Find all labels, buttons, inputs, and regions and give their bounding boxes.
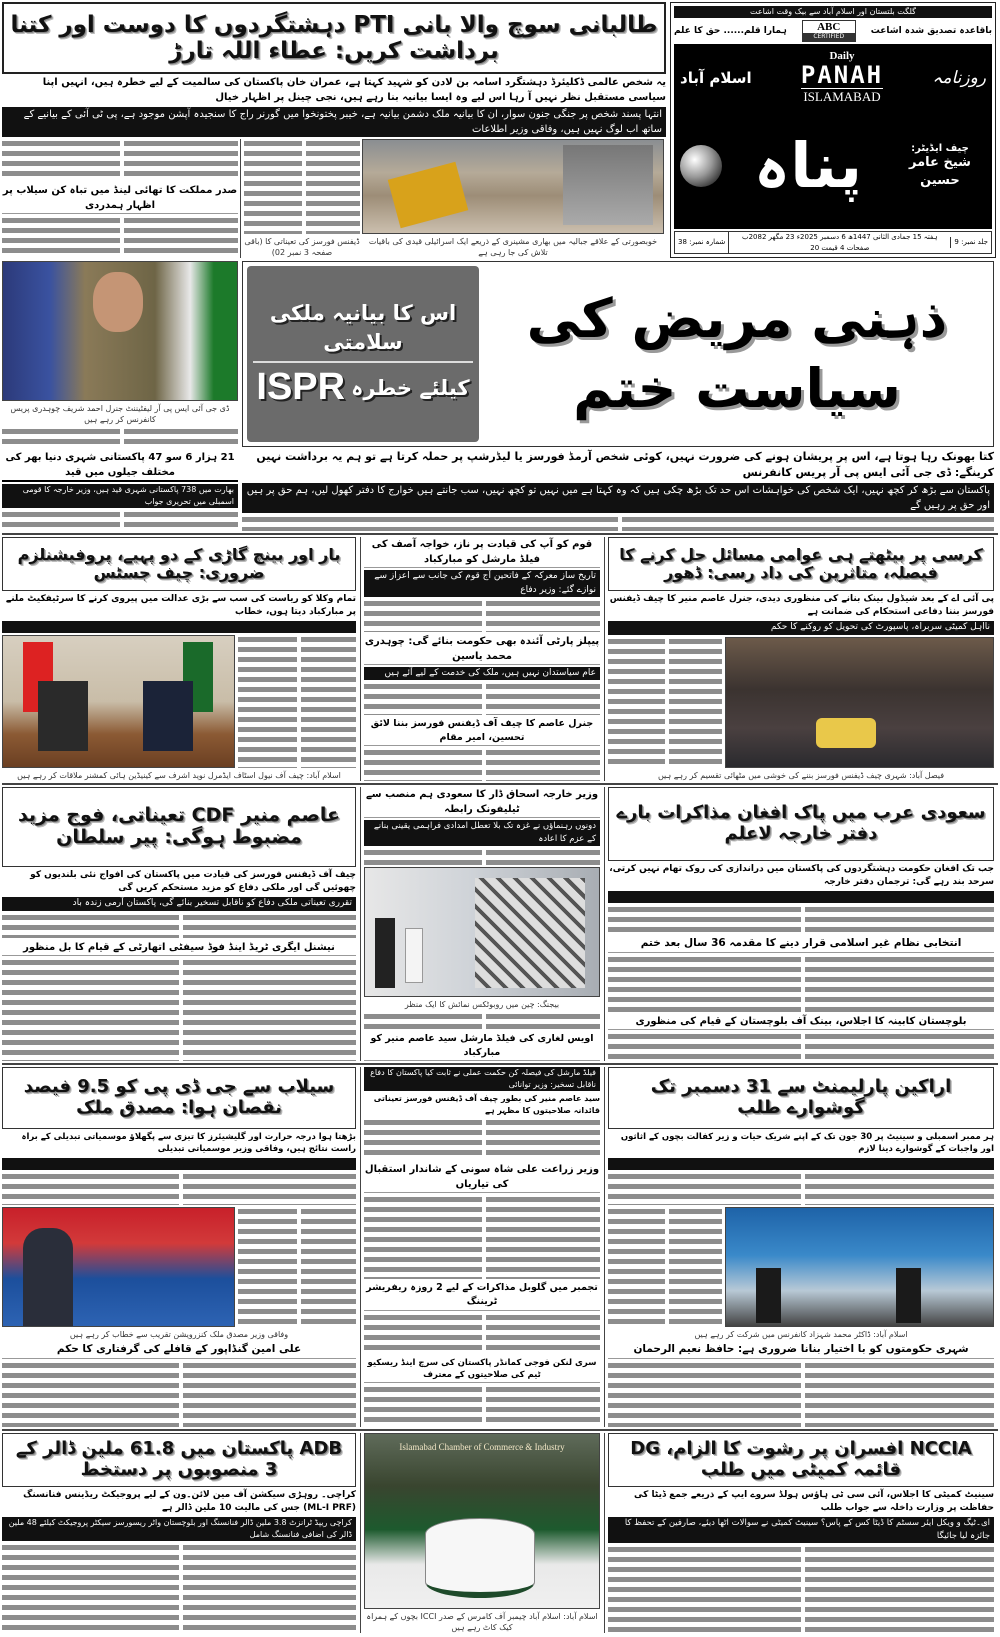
volume-number: جلد نمبر: 9: [950, 237, 991, 248]
crowd-photo: [725, 637, 994, 768]
logo-city: ISLAMABAD: [801, 88, 883, 105]
ppp-headline: پیپلز پارٹی آئندہ بھی حکومت بنائے گی: چوہدری محمد یاسین: [364, 634, 600, 665]
article-body-text: [244, 139, 360, 234]
prisoners-headline: 21 ہزار 6 سو 47 پاکستانی شہری دنیا بھر کی مختلف جیلوں میں قید: [2, 450, 238, 482]
divider: [2, 1429, 998, 1431]
cdf-sub: چیف آف ڈیفنس فورسز کی قیادت میں پاکستان کی افواج نئی بلندیوں کو چھوئیں گی اور ملکی دفاع کو مزید مستحکم کریں گی: [30, 870, 356, 894]
chief-justice-strip: [2, 621, 356, 633]
ppp-strip: عام سیاستدان نہیں ہیں، ملک کی خدمت کے لیے آئے ہیں: [364, 667, 600, 681]
top-subline: یہ شخص عالمی ڈکلیئرڈ دہشتگرد اسامہ بن لادن کو شہید کہتا ہے، عمران خان پاکستان کی سالمیت کے لیے خطرہ ہیں، انہیں اپنا سیاسی مستقبل نظر نہیں آ رہا اس لیے وہ ایسا بیانیہ بنا رہے ہیں، نجی چینل پر اظہار خیال: [42, 77, 666, 103]
demolition-photo: [362, 139, 664, 234]
demolition-photo-caption: خوبصورتی کے علاقے جبالیہ میں بھاری مشینری کے ذریعے ایک اسرائیلی قیدی کی باقیات تلاش کی جا رہی ہے: [368, 236, 658, 257]
dg-ispr-photo: [2, 261, 238, 401]
training-headline: تجمبر میں گلوبل مذاکرات کے لیے 2 روزہ ریفریشر ٹریننگ: [364, 1281, 600, 1311]
crowd-photo-caption: فیصل آباد: شہری چیف ڈیفنس فورسز بننے کی خوشی میں مٹھائی تقسیم کر رہے ہیں: [657, 770, 945, 780]
naval-meeting-row: [2, 635, 356, 768]
robot-figure: [405, 928, 423, 983]
conservation-event-photo: [2, 1207, 235, 1327]
divider: [2, 533, 998, 535]
visitor-figure: [375, 918, 395, 988]
icci-cake-caption: اسلام آباد: اسلام آباد چیمبر آف کامرس کے صدر ICCI بچوں کے ہمراہ کیک کاٹ رہے ہیں: [366, 1611, 598, 1632]
logo-bottom-row: [680, 109, 986, 223]
assets-deadline-headline: اراکین پارلیمنٹ سے 31 دسمبر تک گوشوارے طلب: [608, 1067, 994, 1129]
afghan-talks-strip: [608, 891, 994, 903]
row2-section: [2, 537, 998, 781]
chief-editor-label: چیف ایڈیٹر:: [911, 142, 969, 154]
balochistan-cabinet-headline: بلوچستان کابینہ کا اجلاس، بینک آف بلوچستان کے قیام کی منظوری: [608, 1014, 994, 1030]
article-body-text: [364, 599, 600, 632]
naval-meeting-caption: اسلام آباد: چیف آف نیول اسٹاف ایڈمرل نوید اشرف سے کینیڈین ہائی کمشنر ملاقات کر رہے ہیں: [17, 770, 341, 780]
icci-banner: Islamabad Chamber of Commerce & Industry: [399, 1442, 565, 1452]
left-top-column: [2, 139, 238, 258]
agri-minister-headline: وزیر زراعت علی شاہ سونی کے شاندار استقبال کی تیاریاں: [364, 1162, 600, 1193]
prisoners-strip: بھارت میں 738 پاکستانی شہری قید ہیں، وزیر خارجہ کا قومی اسمبلی میں تحریری جواب: [2, 484, 238, 508]
person-figure: [896, 1268, 921, 1323]
floods-gdp-strip: [2, 1158, 356, 1170]
crowd-photo-row: [608, 637, 994, 768]
nccia-sub: سینیٹ کمیٹی کا اجلاس، آئی سی ٹی ہاؤس ہولڈ سروے ایپ کے ذریعے جمع ڈیٹا کی حفاظت پر وزارت داخلہ سے جواب طلب: [634, 1490, 994, 1514]
top-left-block: [2, 2, 666, 258]
row3-section: [2, 787, 998, 1061]
divider: [2, 783, 998, 785]
robot-wall-shape: [475, 878, 585, 988]
article-body-text: [608, 1545, 994, 1633]
abc-certified-label: CERTIFIED: [803, 33, 855, 41]
article-body-text: [364, 682, 600, 715]
row2-right-column: [604, 537, 994, 781]
divider: [2, 1063, 998, 1065]
cake-shape: [425, 1518, 535, 1598]
assets-deadline-strip: [608, 1158, 994, 1170]
left-top-headline: صدر مملکت کا تھائی لینڈ میں تباہ کن سیلاب پر اظہار ہمدردی: [2, 183, 238, 214]
amir-muqam-headline: جنرل عاصم کا چیف آف ڈیفنس فورسز بننا لائق تحسین، امیر مقام: [364, 717, 600, 747]
row2-mid-column: [360, 537, 600, 781]
article-body-text: [2, 913, 356, 939]
excavator-shape: [388, 162, 469, 228]
logo-roznama: روزنامہ: [932, 68, 986, 89]
robot-exhibit-photo: [364, 867, 600, 997]
public-issues-headline: کرسی پر بیٹھتے ہی عوامی مسائل حل کرنے کا فیصلہ، متاثرین کی داد رسی: ڈھور: [608, 537, 994, 591]
ispr-tag: ISPR: [256, 366, 346, 409]
conference-photo: [725, 1207, 994, 1327]
row4-mid-column: [360, 1067, 600, 1427]
assets-deadline-sub: ہر ممبر اسمبلی و سینیٹ پر 30 جون تک کے اپنے شریک حیات و زیر کفالت بچوں کے اثاثوں اور واجبات کے گوشوارے دینا لازم: [620, 1132, 994, 1155]
row3-right-column: [604, 787, 994, 1061]
logo-top-row: [680, 50, 986, 105]
leghari-headline: اویس لغاری کی فیلڈ مارشل سید عاصم منیر کو مبارکباد: [364, 1032, 600, 1062]
article-body-text: [608, 905, 994, 934]
conference-row: [608, 1207, 994, 1327]
masthead-motto: ہمارا قلم...... حق کا علم: [674, 26, 787, 36]
election-case-headline: انتخابی نظام غیر اسلامی قرار دینے کا مقدمہ 36 سال بعد ختم: [608, 936, 994, 953]
abc-label: ABC: [817, 21, 841, 33]
robot-exhibit-caption: بیجنگ: چین میں روبوٹکس نمائش کا ایک منظر: [404, 999, 560, 1009]
cdf-strip: تقرری تعیناتی ملکی دفاع کو ناقابل تسخیر بنائے گی، پاکستان آرمی زندہ باد: [2, 897, 356, 911]
naval-meeting-photo: [2, 635, 235, 768]
floods-gdp-sub: بڑھتا ہوا درجہ حرارت اور گلیشیئرز کا تیزی سے پگھلاؤ موسمیاتی تبدیلی کے براہ راست نتائج ہیں، وفاقی وزیر موسمیاتی تبدیلی: [21, 1132, 356, 1155]
top-strip: انتہا پسند شخص پر جنگی جنون سوار، ان کا بیانیہ ملک دشمن بیانیہ ہے، خیبر پختونخوا میں گورنر راج کا سنجیدہ آپشن موجود ہے، پی ٹی آئی کے بیانیے کے ساتھ اب لوگ نہیں ہیں، وفاقی وزیر اطلاعات: [2, 107, 666, 137]
nccia-headline: NCCIA افسران پر رشوت کا الزام، DG قائمہ کمیٹی میں طلب: [608, 1433, 994, 1487]
adb-strip: کراچی ریپڈ ٹرانزٹ 3.8 ملین ڈالر فنانسنگ اور بلوچستان واٹر ریسورسز سیکٹر پروجیکٹ کیلئے 48 ملین ڈالر کی اضافی فنانسنگ شامل: [2, 1517, 356, 1541]
cdf-headline: عاصم منیر CDF تعیناتی، فوج مزید مضبوط ہوگی: پیر سلطان: [2, 787, 356, 867]
main-section: [2, 261, 998, 531]
hafiz-naeem-headline: شہری حکومتوں کو با اختیار بنانا ضروری ہے: حافظ نعیم الرحمان: [608, 1342, 994, 1359]
person-figure: [38, 681, 88, 751]
article-body-text: [364, 848, 600, 865]
public-issues-strip: نااہل کمیٹی سربراہ، پاسپورٹ کی تحویل کو روکنے کا حکم: [608, 621, 994, 635]
main-subline: کتا بھونک رہا ہوتا ہے، اس پر پریشان ہونے کی ضرورت نہیں، کوئی شخص آرمڈ فورسز یا لیڈرشپ پر حملہ کرتا ہے تو ہم یہ برداشت نہیں کرینگے: ڈی جی آئی ایس پی آر پریس کانفرنس: [256, 450, 994, 479]
issue-number: شمارہ نمبر: 38: [678, 238, 726, 247]
abc-certified-badge: [802, 20, 856, 42]
khawaja-asif-strip: تاریخ ساز معرکہ کے فاتحین آج قوم کی جانب سے اعزاز سے نوازے گئے: وزیر دفاع: [364, 570, 600, 597]
srilanka-headline: سری لنکن فوجی کمانڈر پاکستان کی سرچ اینڈ ریسکیو ٹیم کی صلاحیتوں کے معترف: [364, 1357, 600, 1384]
chief-editor-name: شیخ عامر حسین: [909, 154, 971, 188]
row3-left-column: [2, 787, 356, 1061]
afghan-talks-headline: سعودی عرب میں پاک افغان مذاکرات بارے دفتر خارجہ لاعلم: [608, 787, 994, 861]
masthead-info-row: [674, 20, 992, 42]
masthead-ticker: گلگت بلتستان اور اسلام آباد سے بیک وقت اشاعت: [674, 6, 992, 18]
gandapur-headline: علی امین گنڈاپور کے قافلے کی گرفتاری کا حکم: [2, 1342, 356, 1359]
article-body-text: [2, 427, 238, 448]
masthead: [670, 2, 996, 258]
bottom-mid-column: [360, 1433, 600, 1633]
main-strip: پاکستان سے بڑھ کر کچھ نہیں، ایک شخص کی خواہشات اس حد تک بڑھ چکی ہیں کہ وہ کہتا ہے میں نہیں تو کچھ نہیں، سب جانتے ہیں خوارج کا دفتر کھول لیں، ہم حق پر ہیں اور حق پر رہیں گے: [242, 483, 994, 513]
article-body-text: [2, 1361, 356, 1427]
article-body-text: [608, 1032, 994, 1061]
floods-gdp-headline: سیلاب سے جی ڈی پی کو 9.5 فیصد نقصان ہوا: مصدق ملک: [2, 1067, 356, 1129]
demolition-photo-block: [362, 139, 664, 258]
article-body-text: [364, 1118, 600, 1160]
left-photo-column: [2, 261, 238, 531]
speaker-figure: [93, 272, 143, 332]
top-headline: طالبانی سوچ والا بانی PTI دہشتگردوں کا دوست اور کتنا برداشت کریں: عطاء اللہ تارڑ: [2, 2, 666, 74]
conservation-row: [2, 1207, 356, 1327]
article-body-text: [364, 748, 600, 781]
dar-call-headline: وزیر خارجہ اسحاق ڈار کا سعودی ہم منصب سے ٹیلیفونک رابطہ: [364, 787, 600, 818]
row4-right-column: [604, 1067, 994, 1427]
chief-justice-headline: بار اور بینچ گاڑی کے دو پہیے، پروفیشنلزم ضروری: چیف جسٹس: [2, 537, 356, 591]
afghan-talks-sub: جب تک افغان حکومت دہشتگردوں کی پاکستان میں دراندازی کی روک تھام نہیں کرتی، سرحد بند رہے گی: ترجمان دفتر خارجہ: [609, 864, 994, 888]
top-columns: [2, 139, 666, 258]
chief-editor-block: [894, 143, 986, 190]
chief-justice-sub: تمام وکلا کو ریاست کی سب سے بڑی عدالت میں پیروی کرنے کا سرٹیفکیٹ ملنے پر مبارکباد دیتا ہوں، خطاب: [5, 594, 356, 618]
article-body-text: [2, 958, 356, 1061]
main-headline: ذہنی مریض کی سیاست ختم: [526, 286, 948, 420]
ispr-side-box: [247, 266, 479, 442]
main-story-column: [242, 261, 994, 531]
adb-sub: کراچی۔ روہڑی سیکشن آف مین لائن۔ون کے لیے پروجیکٹ ریڈینس فنانسنگ (ML-I PRF) جس کی مالیت 10 ملین ڈالر ہے: [23, 1490, 356, 1514]
issue-date: ہفتہ 15 جمادی الثانی 1447ھ 6 دسمبر 2025ء 23 مگھر 2082ب صفحات 4 قیمت 20: [728, 232, 950, 253]
article-body-text: [238, 1207, 356, 1327]
nccia-strip: ای۔ٹیگ و ویکل ایئر سسٹم کا ڈیٹا کس کے پاس؟ سینیٹ کمیٹی نے سوالات اٹھا دیئے، صارفین کے تحفظ کا جائزہ لیا جائیگا: [608, 1517, 994, 1543]
conference-caption: اسلام آباد: ڈاکٹر محمد شہزاد کانفرنس میں شرکت کر رہے ہیں: [694, 1329, 908, 1339]
article-body-text: [608, 955, 994, 1013]
article-body-text: [364, 1313, 600, 1355]
energy-minister-sub: سید عاصم منیر کی بطور چیف آف ڈیفنس فورسز تعیناتی قائدانہ صلاحیتوں کا مظہر ہے: [373, 1094, 600, 1115]
person-figure: [756, 1268, 781, 1323]
row4-left-column: [2, 1067, 356, 1427]
energy-minister-strip: فیلڈ مارشل کی فیصلہ کن حکمت عملی نے ثابت کیا پاکستان کا دفاع ناقابل تسخیر: وزیر توانائی: [364, 1067, 600, 1091]
main-headline-box: [242, 261, 994, 447]
bottom-section: [2, 1433, 998, 1633]
article-body-text: [2, 1543, 356, 1633]
conservation-caption: وفاقی وزیر مصدق ملک کنزرویشن تقریب سے خطاب کر رہے ہیں: [69, 1329, 289, 1339]
article-body-text: [608, 1207, 722, 1327]
speaker-figure: [23, 1228, 73, 1327]
article-body-text: [608, 637, 722, 768]
rubble-shape: [563, 145, 653, 225]
article-body-text: [238, 635, 356, 768]
top-section: [2, 2, 998, 258]
adb-headline: ADB پاکستان میں 61.8 ملین ڈالر کے 3 منصوبوں پر دستخط: [2, 1433, 356, 1487]
article-body-text: [364, 1195, 600, 1279]
row4-section: [2, 1067, 998, 1427]
article-body-text: [242, 515, 994, 531]
khawaja-asif-headline: قوم کو آپ کی قیادت پر ناز، خواجہ آصف کی فیلڈ مارشل کو مبارکباد: [364, 537, 600, 568]
logo-daily: Daily: [829, 50, 855, 62]
public-issues-sub: پی آئی اے کے بعد شیڈول بینک بنانے کی منظوری دیدی، جنرل عاصم منیر کا چیف ڈیفنس فورسز بننا دفاعی استحکام کی ضمانت ہے: [609, 594, 994, 618]
bottom-right-column: [604, 1433, 994, 1633]
ispr-side-headline-1: اس کا بیانیہ ملکی سلامتی: [253, 299, 473, 364]
masthead-certified: باقاعدہ تصدیق شدہ اشاعت: [870, 26, 992, 36]
logo-city-urdu: اسلام آباد: [680, 68, 752, 87]
dateline: [674, 231, 992, 254]
article-body-text: [608, 1361, 994, 1427]
mid-top-column: [240, 139, 360, 258]
logo-urdu: پناہ: [753, 129, 863, 202]
article-body-text: [2, 510, 238, 531]
dg-ispr-photo-caption: ڈی جی آئی ایس پی آر لیفٹیننٹ جنرل احمد شریف چوہدری پریس کانفرنس کر رہے ہیں: [10, 404, 230, 425]
agri-bill-headline: نیشنل ایگری ٹریڈ اینڈ فوڈ سیفٹی اتھارٹی کے قیام کا بل منظور: [2, 940, 356, 956]
article-body-text: [364, 1385, 600, 1427]
dar-call-strip: دونوں رہنماؤں نے غزہ تک بلا تعطل امدادی فراہمی یقینی بنانے کے عزم کا اعادہ: [364, 820, 600, 846]
logo-english-block: [801, 50, 883, 105]
article-body-text: [2, 216, 238, 258]
ispr-side-headline-2: کیلئے خطرہ: [351, 375, 470, 400]
bottom-left-column: [2, 1433, 356, 1633]
article-body-text: [2, 1172, 356, 1205]
sweets-tray-shape: [816, 718, 876, 748]
side-caption: ڈیفنس فورسز کی تعیناتی کا (باقی صفحہ 3 نمبر 02): [244, 236, 360, 257]
globe-icon: [680, 145, 722, 187]
logo-english: PANAH: [800, 61, 884, 89]
article-body-text: [2, 139, 238, 181]
article-body-text: [364, 1012, 600, 1029]
ispr-side-row: [253, 363, 473, 409]
row3-mid-column: [360, 787, 600, 1061]
row2-left-column: [2, 537, 356, 781]
person-figure: [143, 681, 193, 751]
masthead-logo: [674, 44, 992, 229]
article-body-text: [608, 1172, 994, 1205]
icci-cake-photo: [364, 1433, 600, 1609]
